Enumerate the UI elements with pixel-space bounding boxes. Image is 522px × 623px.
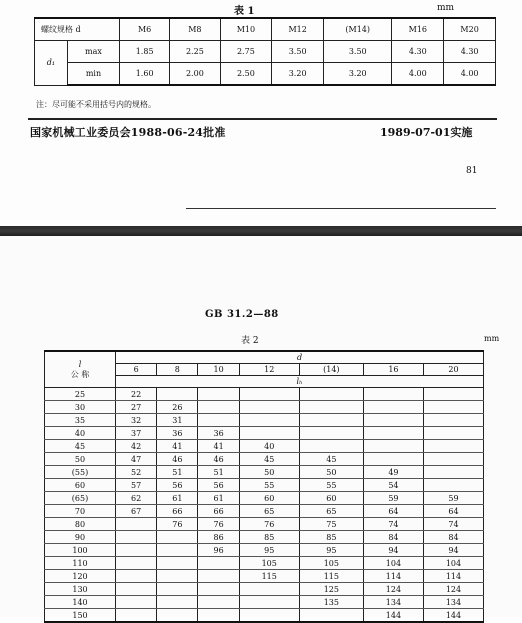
d-label: d <box>116 351 484 364</box>
lh-cell <box>157 388 198 401</box>
lh-cell <box>239 414 299 427</box>
table-row <box>45 388 484 401</box>
lh-cell <box>299 401 363 414</box>
lh-cell <box>198 557 239 570</box>
lh-cell <box>116 570 157 583</box>
size-cell: M20 <box>444 18 496 41</box>
lh-cell <box>423 440 483 453</box>
lh-cell <box>239 401 299 414</box>
d-value: 20 <box>423 364 483 376</box>
length-cell: 60 <box>45 479 116 492</box>
approval-text: 国家机械工业委员会1988-06-24批准 <box>30 126 226 139</box>
lh-cell: 104 <box>423 557 483 570</box>
lh-cell: 32 <box>116 414 157 427</box>
d1-label: d₁ <box>35 41 68 86</box>
lh-cell <box>198 596 239 609</box>
lh-cell: 36 <box>157 427 198 440</box>
lh-cell <box>157 557 198 570</box>
table1-note: 注：尽可能不采用括号内的规格。 <box>36 100 156 109</box>
length-cell: (55) <box>45 466 116 479</box>
lh-cell: 57 <box>116 479 157 492</box>
table1-unit: mm <box>437 3 455 13</box>
lh-cell <box>198 583 239 596</box>
length-cell: 25 <box>45 388 116 401</box>
length-cell: 80 <box>45 518 116 531</box>
d-value: 6 <box>116 364 157 376</box>
divider <box>28 118 497 120</box>
lh-cell: 74 <box>363 518 423 531</box>
page-top <box>0 0 522 226</box>
lh-cell: 51 <box>198 466 239 479</box>
max-value: 2.25 <box>170 41 220 63</box>
length-cell: 35 <box>45 414 116 427</box>
lh-cell <box>239 427 299 440</box>
lh-cell: 66 <box>157 505 198 518</box>
lh-cell: 124 <box>423 583 483 596</box>
table-row <box>45 531 484 544</box>
lh-cell: 56 <box>198 479 239 492</box>
table1-title: 表 1 <box>234 6 255 17</box>
lh-cell <box>116 583 157 596</box>
lh-cell: 22 <box>116 388 157 401</box>
lh-cell: 37 <box>116 427 157 440</box>
lh-cell: 50 <box>299 466 363 479</box>
lh-cell: 75 <box>299 518 363 531</box>
lh-cell: 94 <box>423 544 483 557</box>
length-cell: 120 <box>45 570 116 583</box>
lh-cell: 47 <box>116 453 157 466</box>
lh-cell <box>157 531 198 544</box>
size-cell: M8 <box>170 18 220 41</box>
lh-cell <box>423 466 483 479</box>
nominal-label: 公 称 <box>70 369 90 379</box>
table-row <box>45 440 484 453</box>
table-row <box>45 453 484 466</box>
lh-cell: 49 <box>363 466 423 479</box>
lh-cell: 85 <box>239 531 299 544</box>
lh-cell <box>423 414 483 427</box>
min-value: 2.50 <box>220 63 272 86</box>
lh-cell: 84 <box>363 531 423 544</box>
lh-cell: 105 <box>299 557 363 570</box>
lh-cell: 27 <box>116 401 157 414</box>
min-value: 1.60 <box>120 63 170 86</box>
lh-cell: 52 <box>116 466 157 479</box>
lh-cell <box>239 388 299 401</box>
footer-rule <box>186 208 496 209</box>
table2 <box>44 350 484 623</box>
lh-cell: 31 <box>157 414 198 427</box>
lh-label: lₕ <box>116 376 484 388</box>
lh-cell: 46 <box>157 453 198 466</box>
d-value: 16 <box>363 364 423 376</box>
lh-cell <box>423 388 483 401</box>
table-row <box>45 466 484 479</box>
lh-cell: 84 <box>423 531 483 544</box>
d-value: 8 <box>157 364 198 376</box>
length-cell: 140 <box>45 596 116 609</box>
lh-cell: 95 <box>299 544 363 557</box>
lh-cell: 135 <box>299 596 363 609</box>
lh-cell: 134 <box>423 596 483 609</box>
lh-cell: 66 <box>198 505 239 518</box>
thread-label: 螺纹规格 d <box>35 18 120 41</box>
lh-cell <box>423 401 483 414</box>
length-cell: 150 <box>45 609 116 623</box>
length-cell: (65) <box>45 492 116 505</box>
max-value: 4.30 <box>444 41 496 63</box>
table-row <box>45 479 484 492</box>
length-cell: 30 <box>45 401 116 414</box>
lh-cell: 41 <box>198 440 239 453</box>
lh-cell <box>116 518 157 531</box>
lh-cell <box>157 609 198 623</box>
size-cell: (M14) <box>324 18 392 41</box>
lh-cell: 104 <box>363 557 423 570</box>
d-value: (14) <box>299 364 363 376</box>
lh-cell: 144 <box>363 609 423 623</box>
max-value: 1.85 <box>120 41 170 63</box>
table2-header-d <box>45 351 484 364</box>
size-cell: M6 <box>120 18 170 41</box>
lh-cell <box>299 609 363 623</box>
lh-cell <box>363 427 423 440</box>
nominal-length-header <box>45 351 116 388</box>
table-row <box>45 583 484 596</box>
lh-cell: 36 <box>198 427 239 440</box>
lh-cell: 46 <box>198 453 239 466</box>
lh-cell: 60 <box>299 492 363 505</box>
table2-title: 表 2 <box>241 336 259 346</box>
lh-cell <box>198 401 239 414</box>
table2-unit: mm <box>484 334 500 343</box>
lh-cell <box>157 544 198 557</box>
min-value: 4.00 <box>392 63 444 86</box>
page-gap <box>0 226 522 236</box>
lh-cell <box>239 609 299 623</box>
lh-cell <box>116 544 157 557</box>
lh-cell <box>239 583 299 596</box>
lh-cell: 105 <box>239 557 299 570</box>
length-cell: 45 <box>45 440 116 453</box>
lh-cell: 54 <box>363 479 423 492</box>
max-value: 2.75 <box>220 41 272 63</box>
lh-cell: 67 <box>116 505 157 518</box>
lh-cell: 114 <box>363 570 423 583</box>
length-cell: 110 <box>45 557 116 570</box>
lh-cell: 76 <box>157 518 198 531</box>
lh-cell <box>157 596 198 609</box>
lh-cell <box>363 388 423 401</box>
lh-cell <box>157 583 198 596</box>
length-cell: 90 <box>45 531 116 544</box>
max-label: max <box>67 41 119 63</box>
table-row <box>45 544 484 557</box>
lh-cell <box>157 570 198 583</box>
lh-cell: 124 <box>363 583 423 596</box>
table-row <box>45 557 484 570</box>
size-cell: M12 <box>272 18 324 41</box>
length-cell: 40 <box>45 427 116 440</box>
table1-max-row <box>35 41 496 63</box>
lh-cell: 61 <box>157 492 198 505</box>
lh-cell <box>299 388 363 401</box>
length-cell: 70 <box>45 505 116 518</box>
lh-cell: 40 <box>239 440 299 453</box>
table-row <box>45 518 484 531</box>
lh-cell <box>299 414 363 427</box>
lh-cell: 61 <box>198 492 239 505</box>
lh-cell <box>198 414 239 427</box>
d-value: 12 <box>239 364 299 376</box>
lh-cell <box>239 596 299 609</box>
lh-cell <box>198 388 239 401</box>
lh-cell: 50 <box>239 466 299 479</box>
lh-cell <box>423 453 483 466</box>
lh-cell: 45 <box>239 453 299 466</box>
size-cell: M10 <box>220 18 272 41</box>
lh-cell <box>363 440 423 453</box>
lh-cell: 144 <box>423 609 483 623</box>
lh-cell: 55 <box>299 479 363 492</box>
lh-cell: 64 <box>423 505 483 518</box>
table-row <box>45 414 484 427</box>
lh-cell <box>363 414 423 427</box>
lh-cell: 65 <box>239 505 299 518</box>
lh-cell: 76 <box>239 518 299 531</box>
lh-cell <box>299 427 363 440</box>
lh-cell <box>363 401 423 414</box>
page-number: 81 <box>466 166 478 176</box>
lh-cell: 59 <box>363 492 423 505</box>
length-cell: 100 <box>45 544 116 557</box>
lh-cell <box>116 531 157 544</box>
lh-cell: 59 <box>423 492 483 505</box>
table-row <box>45 609 484 623</box>
standard-number: GB 31.2—88 <box>205 309 279 320</box>
l-label: l <box>78 359 82 369</box>
lh-cell: 114 <box>423 570 483 583</box>
lh-cell <box>423 479 483 492</box>
min-value: 3.20 <box>324 63 392 86</box>
lh-cell <box>363 453 423 466</box>
lh-cell: 134 <box>363 596 423 609</box>
lh-cell: 86 <box>198 531 239 544</box>
min-value: 4.00 <box>444 63 496 86</box>
lh-cell: 76 <box>198 518 239 531</box>
lh-cell <box>198 570 239 583</box>
lh-cell: 96 <box>198 544 239 557</box>
lh-cell <box>198 609 239 623</box>
table-row <box>45 596 484 609</box>
min-value: 2.00 <box>170 63 220 86</box>
table1 <box>34 17 496 86</box>
length-cell: 130 <box>45 583 116 596</box>
page-bottom <box>0 236 522 620</box>
table-row <box>45 492 484 505</box>
lh-cell <box>116 596 157 609</box>
lh-cell <box>423 427 483 440</box>
lh-cell: 115 <box>299 570 363 583</box>
lh-cell: 45 <box>299 453 363 466</box>
lh-cell: 60 <box>239 492 299 505</box>
max-value: 3.50 <box>324 41 392 63</box>
table-row <box>45 570 484 583</box>
lh-cell: 74 <box>423 518 483 531</box>
lh-cell: 56 <box>157 479 198 492</box>
table1-min-row <box>35 63 496 86</box>
min-label: min <box>67 63 119 86</box>
lh-cell: 62 <box>116 492 157 505</box>
table-row <box>45 401 484 414</box>
lh-cell: 65 <box>299 505 363 518</box>
lh-cell: 41 <box>157 440 198 453</box>
lh-cell: 115 <box>239 570 299 583</box>
d-value: 10 <box>198 364 239 376</box>
lh-cell: 85 <box>299 531 363 544</box>
lh-cell: 95 <box>239 544 299 557</box>
table1-header-row <box>35 18 496 41</box>
lh-cell: 55 <box>239 479 299 492</box>
implementation-date: 1989-07-01实施 <box>380 126 473 139</box>
lh-cell: 26 <box>157 401 198 414</box>
lh-cell: 64 <box>363 505 423 518</box>
lh-cell <box>116 609 157 623</box>
table-row <box>45 505 484 518</box>
table-row <box>45 427 484 440</box>
lh-cell: 42 <box>116 440 157 453</box>
lh-cell <box>299 440 363 453</box>
lh-cell: 94 <box>363 544 423 557</box>
lh-cell: 51 <box>157 466 198 479</box>
max-value: 3.50 <box>272 41 324 63</box>
min-value: 3.20 <box>272 63 324 86</box>
lh-cell <box>116 557 157 570</box>
length-cell: 50 <box>45 453 116 466</box>
size-cell: M16 <box>392 18 444 41</box>
lh-cell: 125 <box>299 583 363 596</box>
max-value: 4.30 <box>392 41 444 63</box>
